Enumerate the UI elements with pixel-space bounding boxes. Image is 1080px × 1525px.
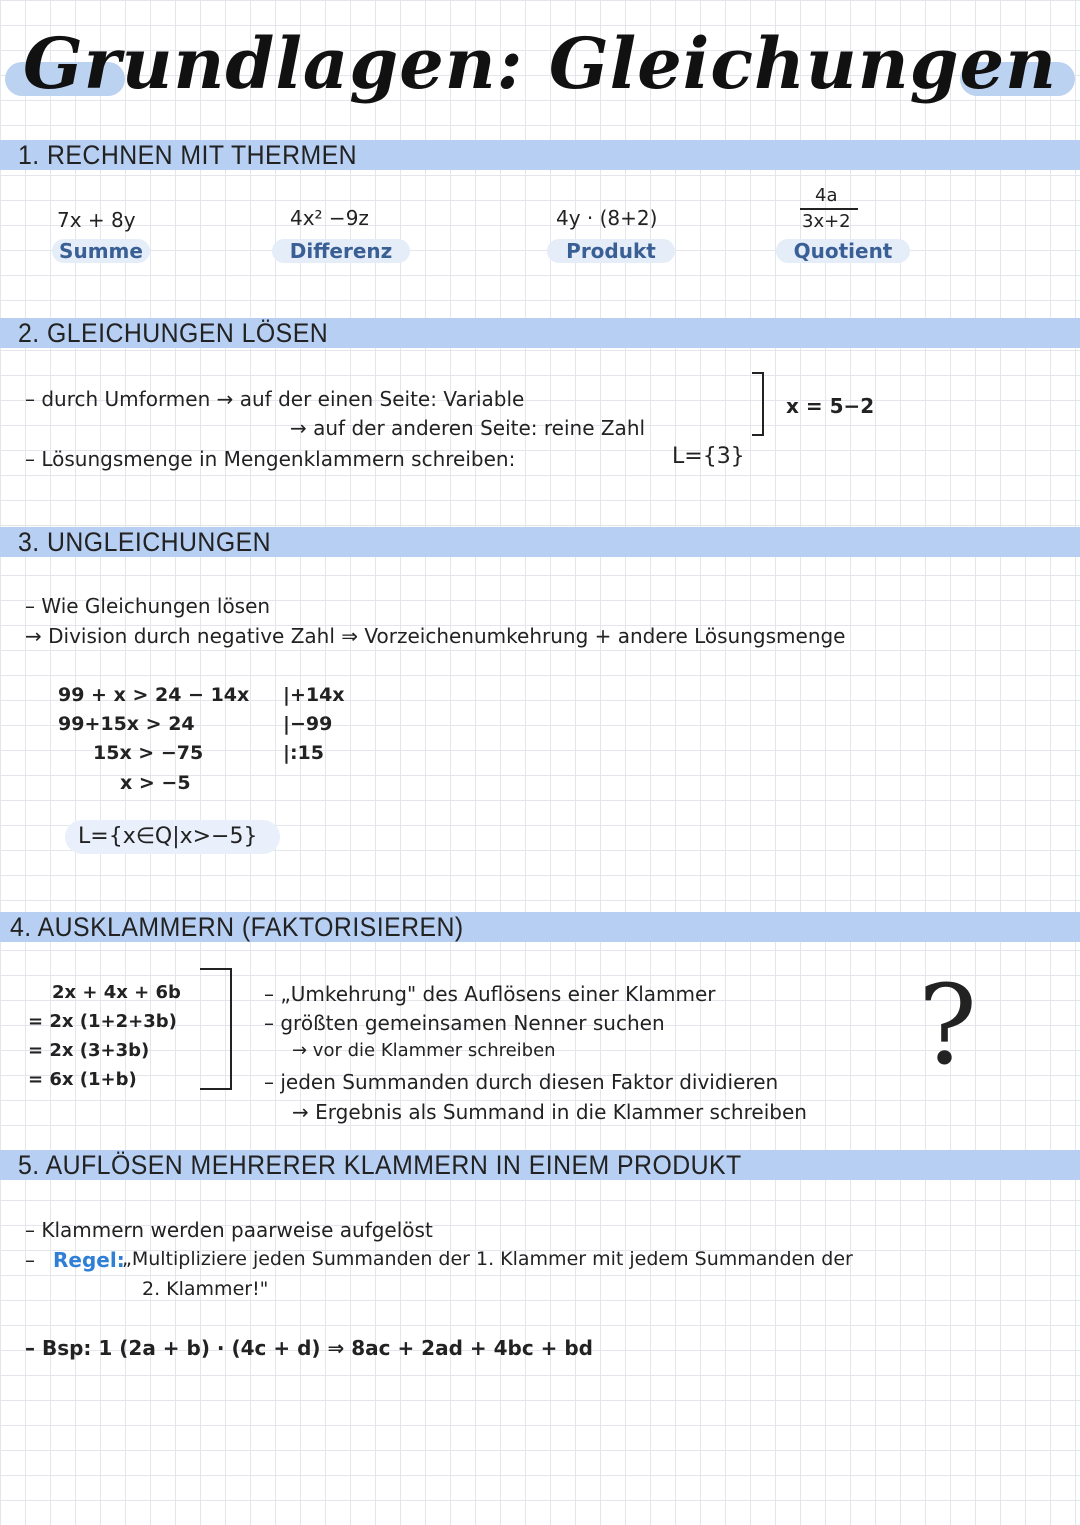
factor-line-1: 2x + 4x + 6b bbox=[52, 982, 181, 1003]
factor-note-5: → Ergebnis als Summand in die Klammer schreiben bbox=[292, 1100, 807, 1124]
section-2-heading: 2. GLEICHUNGEN LÖSEN bbox=[18, 318, 329, 348]
s2-bracket bbox=[752, 372, 764, 436]
s2-line-1: – durch Umformen → auf der einen Seite: Variable bbox=[25, 387, 525, 411]
s2-line-3: – Lösungsmenge in Mengenklammern schreiben: bbox=[25, 447, 516, 471]
factor-note-2: – größten gemeinsamen Nenner suchen bbox=[264, 1011, 665, 1035]
s5-line-1: – Klammern werden paarweise aufgelöst bbox=[25, 1218, 433, 1242]
ineq-solution: L={x∈Q|x>−5} bbox=[78, 824, 258, 849]
ineq-op-3: |:15 bbox=[283, 742, 324, 764]
factor-note-4: – jeden Summanden durch diesen Faktor dividieren bbox=[264, 1070, 779, 1094]
ineq-step-3: 15x > −75 bbox=[93, 742, 204, 764]
term-quotient-denominator: 3x+2 bbox=[802, 211, 851, 232]
section-4-heading: 4. AUSKLAMMERN (FAKTORISIEREN) bbox=[10, 912, 464, 942]
factor-line-2: = 2x (1+2+3b) bbox=[28, 1011, 177, 1032]
question-mark: ? bbox=[918, 961, 977, 1089]
s5-rule-text: „Multipliziere jeden Summanden der 1. Klammer mit jedem Summanden der bbox=[122, 1248, 853, 1270]
term-difference-expr: 4x² −9z bbox=[290, 206, 369, 230]
fraction-line bbox=[800, 208, 858, 210]
s2-line-2: → auf der anderen Seite: reine Zahl bbox=[290, 416, 646, 440]
s5-rule-dash: – bbox=[25, 1248, 35, 1272]
term-sum-expr: 7x + 8y bbox=[57, 208, 136, 232]
factor-line-3: = 2x (3+3b) bbox=[28, 1040, 150, 1061]
ineq-op-2: |−99 bbox=[283, 713, 333, 735]
s2-solution-set: L={3} bbox=[672, 444, 745, 469]
term-difference-label: Differenz bbox=[272, 239, 410, 263]
section-5-heading: 5. AUFLÖSEN MEHRERER KLAMMERN IN EINEM PRODUKT bbox=[18, 1150, 742, 1180]
factor-note-1: – „Umkehrung" des Auflösens einer Klammer bbox=[264, 982, 716, 1006]
s3-line-1: – Wie Gleichungen lösen bbox=[25, 594, 271, 618]
ineq-step-1: 99 + x > 24 − 14x bbox=[58, 684, 250, 706]
term-quotient-label: Quotient bbox=[776, 239, 910, 263]
ineq-step-2: 99+15x > 24 bbox=[58, 713, 195, 735]
factor-bracket bbox=[200, 968, 232, 1090]
term-product-label: Produkt bbox=[547, 239, 675, 263]
page-title: Grundlagen: Gleichungen bbox=[22, 22, 1058, 105]
term-product-expr: 4y · (8+2) bbox=[556, 206, 658, 230]
s2-side-note: x = 5−2 bbox=[786, 394, 875, 418]
section-3-heading: 3. UNGLEICHUNGEN bbox=[18, 527, 272, 557]
s5-rule-continued: 2. Klammer!" bbox=[142, 1278, 269, 1300]
term-quotient-numerator: 4a bbox=[815, 185, 838, 206]
ineq-step-4: x > −5 bbox=[120, 772, 191, 794]
factor-line-4: = 6x (1+b) bbox=[28, 1069, 137, 1090]
section-1-heading: 1. RECHNEN MIT THERMEN bbox=[18, 140, 358, 170]
ineq-op-1: |+14x bbox=[283, 684, 345, 706]
s3-line-2: → Division durch negative Zahl ⇒ Vorzeichenumkehrung + andere Lösungsmenge bbox=[25, 624, 846, 648]
s5-rule-label: Regel: bbox=[53, 1248, 125, 1272]
term-sum-label: Summe bbox=[52, 239, 150, 263]
factor-note-3: → vor die Klammer schreiben bbox=[292, 1040, 556, 1061]
s5-example: – Bsp: 1 (2a + b) · (4c + d) ⇒ 8ac + 2ad + 4bc + bd bbox=[25, 1336, 593, 1360]
